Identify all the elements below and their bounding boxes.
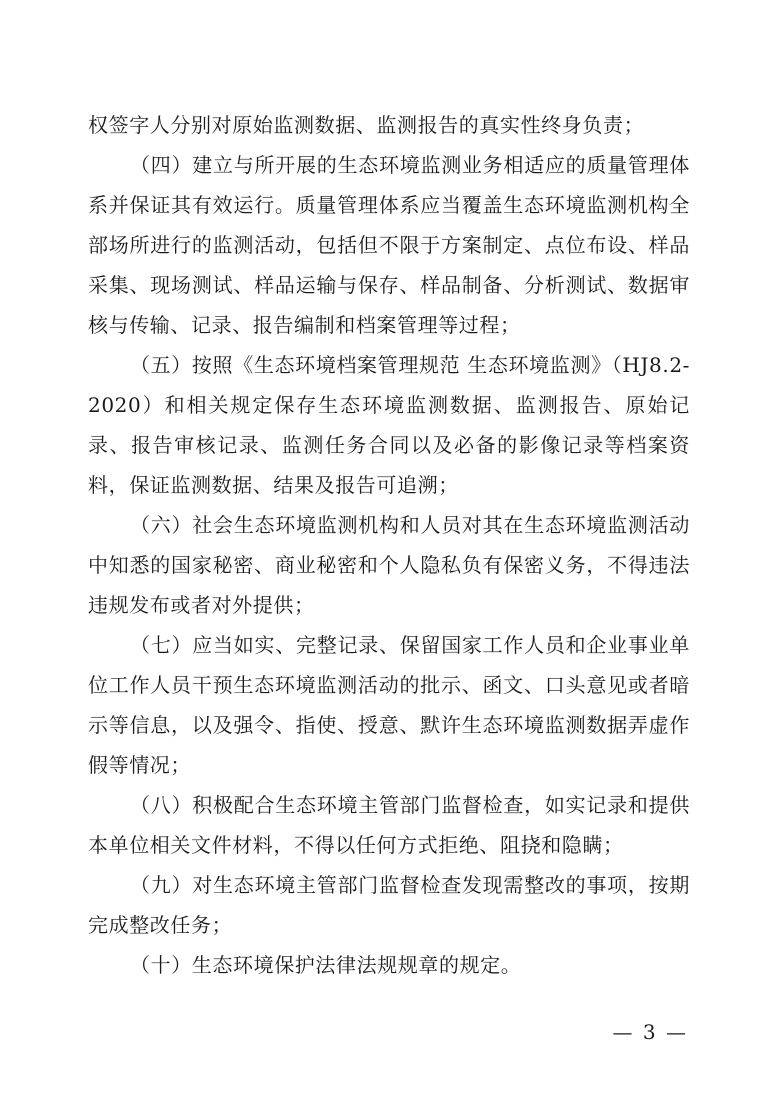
- paragraph-item-9: （九）对生态环境主管部门监督检查发现需整改的事项，按期完成整改任务；: [88, 873, 690, 937]
- paragraph-item-5: （五）按照《生态环境档案管理规范 生态环境监测》（HJ8.2-2020）和相关规定保存生态环境监测数据、监测报告、原始记录、报告审核记录、监测任务合同以及必备的影像记录等档案资料，保证监测数据、结果及报告可追溯；: [88, 353, 690, 497]
- paragraph-item-8: （八）积极配合生态环境主管部门监督检查，如实记录和提供本单位相关文件材料，不得以任何方式拒绝、阻挠和隐瞒；: [88, 793, 690, 857]
- document-body: [88, 105, 690, 985]
- page-number: — 3 —: [612, 1020, 688, 1044]
- paragraph-item-6: （六）社会生态环境监测机构和人员对其在生态环境监测活动中知悉的国家秘密、商业秘密和个人隐私负有保密义务，不得违法违规发布或者对外提供；: [88, 513, 690, 617]
- paragraph-item-10: （十）生态环境保护法律法规规章的规定。: [130, 953, 522, 977]
- paragraph-item-7: （七）应当如实、完整记录、保留国家工作人员和企业事业单位工作人员干预生态环境监测活动的批示、函文、口头意见或者暗示等信息，以及强令、指使、授意、默许生态环境监测数据弄虚作假等情况；: [88, 633, 690, 777]
- paragraph-continuation: 权签字人分别对原始监测数据、监测报告的真实性终身负责；: [88, 113, 645, 137]
- paragraph-item-4: （四）建立与所开展的生态环境监测业务相适应的质量管理体系并保证其有效运行。质量管理体系应当覆盖生态环境监测机构全部场所进行的监测活动，包括但不限于方案制定、点位布设、样品采集、现场测试、样品运输与保存、样品制备、分析测试、数据审核与传输、记录、报告编制和档案管理等过程；: [88, 153, 690, 337]
